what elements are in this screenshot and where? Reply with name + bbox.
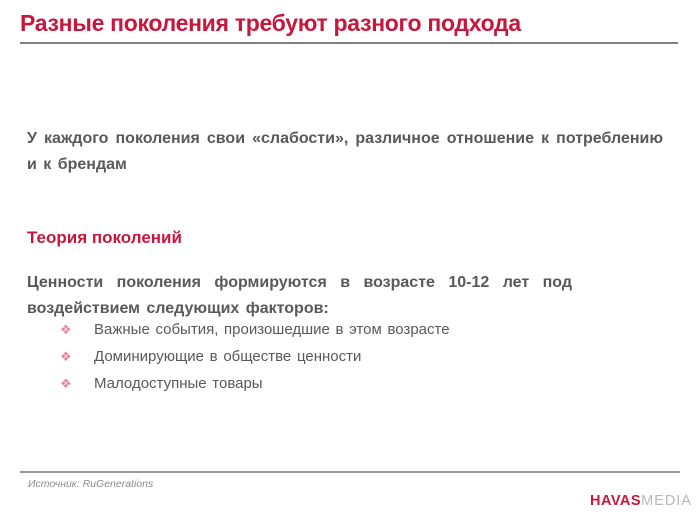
title-underline: [20, 42, 678, 44]
source-note: Источник: RuGenerations: [28, 478, 154, 490]
logo-primary-text: HAVAS: [589, 493, 642, 509]
intro-paragraph: У каждого поколения свои «слабости», различное отношение к потреблению и к брендам: [27, 130, 663, 173]
list-item: [60, 370, 620, 397]
diamond-bullet-icon: ❖: [60, 349, 72, 364]
list-item-text: Важные события, произошедшие в этом возрасте: [94, 321, 450, 338]
statement-paragraph: Ценности поколения формируются в возрасте 10-12 лет под воздействием следующих факторов:: [27, 274, 572, 317]
bullet-list: [60, 316, 620, 397]
list-item: [60, 343, 620, 370]
logo-secondary-text: MEDIA: [641, 493, 692, 509]
section-heading: Теория поколений: [27, 228, 182, 247]
list-item-text: Малодоступные товары: [94, 375, 263, 392]
footer-divider: [20, 471, 680, 473]
diamond-bullet-icon: ❖: [60, 322, 72, 337]
diamond-bullet-icon: ❖: [60, 376, 72, 391]
list-item-text: Доминирующие в обществе ценности: [94, 348, 362, 365]
list-item: [60, 316, 620, 343]
havas-media-logo: [590, 493, 692, 509]
page-title: Разные поколения требуют разного подхода: [20, 10, 521, 36]
